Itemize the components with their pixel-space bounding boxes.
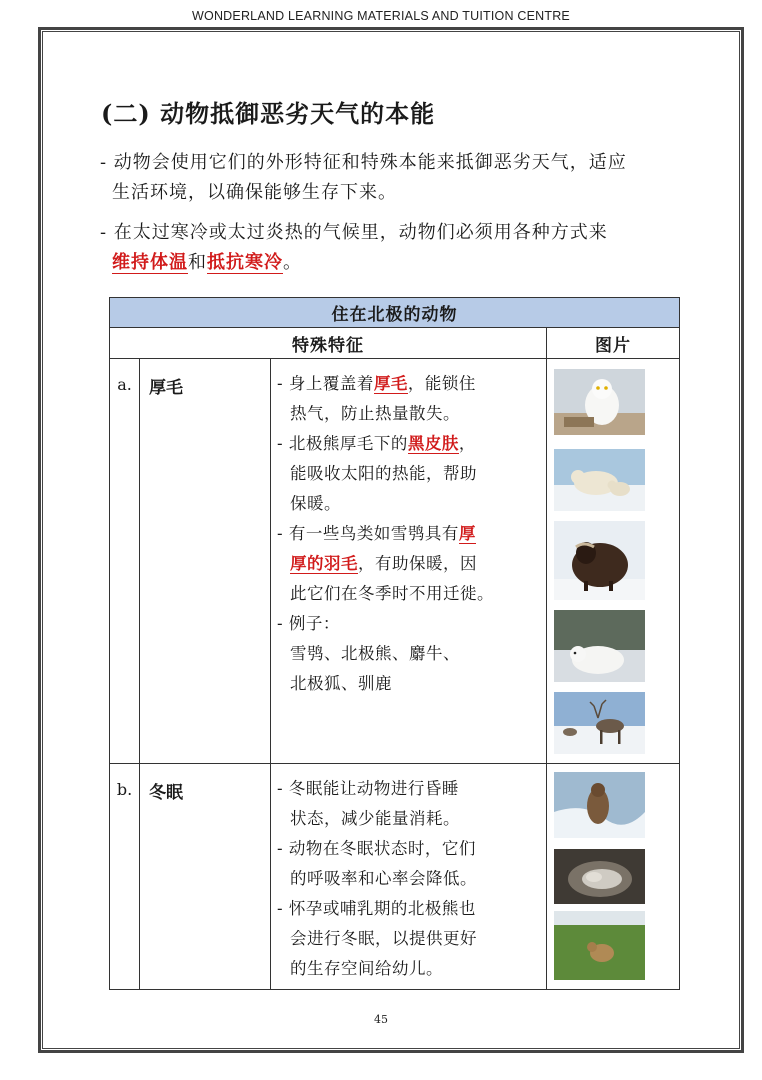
table-row [110,764,680,990]
bear-in-den-image [554,849,645,904]
desc-line: 能吸收太阳的热能，帮助 [290,464,477,483]
arctic-animals-table [109,297,680,990]
picture-cell [547,764,680,990]
desc-line: 雪鸮、北极熊、麝牛、 [290,644,460,663]
desc-line: 的呼吸率和心率会降低。 [290,869,477,888]
intro-bullet-2-line-2 [100,248,700,278]
feature-description [271,359,547,764]
highlight-black-skin: 黑皮肤 [407,434,459,453]
intro-conjunction: 和 [188,252,207,273]
desc-line: 的生存空间给幼儿。 [290,959,443,978]
desc-line: 热气，防止热量散失。 [290,404,460,423]
desc-line: 保暖。 [290,494,341,513]
table-banner: 住在北极的动物 [110,298,680,328]
highlight-thick-feathers-part1: 厚 [458,524,476,543]
desc-line: - 北极熊厚毛下的黑皮肤， [277,434,476,453]
reindeer-image [554,692,645,754]
intro-bullet-2 [100,218,700,278]
highlight-resist-cold: 抵抗寒冷 [207,252,283,273]
feature-name: 厚毛 [140,359,271,764]
desc-line: - 有一些鸟类如雪鸮具有厚 [277,524,476,543]
highlight-thick-feathers-part2: 厚的羽毛 [290,554,358,573]
desc-line: - 身上覆盖着厚毛，能锁住 [277,374,476,393]
polar-bears-image [554,449,645,511]
marmot-in-snow-image [554,772,645,838]
feature-description [271,764,547,990]
intro-bullet-2-line-1: - 在太过寒冷或太过炎热的气候里，动物们必须用各种方式来 [100,222,608,243]
desc-line: 此它们在冬季时不用迁徙。 [290,584,494,603]
groundhog-on-grass-image [554,911,645,980]
feature-name: 冬眠 [140,764,271,990]
desc-line: - 怀孕或哺乳期的北极熊也 [277,899,476,918]
table-row [110,359,680,764]
page-number: 45 [374,1013,388,1026]
page-header: WONDERLAND LEARNING MATERIALS AND TUITION CENTRE [192,9,570,23]
arctic-fox-image [554,610,645,682]
intro-end-punct: 。 [283,252,302,273]
musk-ox-image [554,521,645,600]
desc-line: - 例子： [277,614,340,633]
snowy-owl-image [554,369,645,435]
section-title: (二) 动物抵御恶劣天气的本能 [101,99,436,128]
desc-line: - 动物在冬眠状态时，它们 [277,839,476,858]
desc-line: 北极狐、驯鹿 [290,674,392,693]
intro-bullet-1-line-2: 生活环境，以确保能够生存下来。 [112,182,397,203]
desc-line: 状态，减少能量消耗。 [290,809,460,828]
highlight-thick-fur: 厚毛 [373,374,408,393]
desc-line: 厚的羽毛，有助保暖，因 [290,554,477,573]
row-letter: b. [110,764,140,990]
picture-cell [547,359,680,764]
highlight-keep-warm: 维持体温 [112,252,188,273]
column-header-picture: 图片 [547,328,680,359]
desc-line: 会进行冬眠，以提供更好 [290,929,477,948]
intro-bullet-1 [100,148,700,208]
column-header-feature: 特殊特征 [110,328,547,359]
intro-bullet-1-line-1: - 动物会使用它们的外形特征和特殊本能来抵御恶劣天气，适应 [100,152,627,173]
desc-line: - 冬眠能让动物进行昏睡 [277,779,459,798]
row-letter: a. [110,359,140,764]
